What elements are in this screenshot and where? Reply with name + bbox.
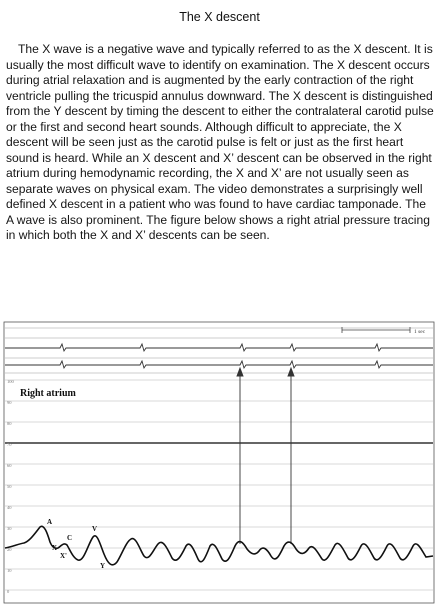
chamber-label: Right atrium	[20, 388, 76, 399]
document-paragraph: The X wave is a negative wave and typically referred to as the X descent. It is usually the most difficult wave to identify on examination. The X descent occurs during atrial relaxation and is augmented by the early contraction of the right ventricle pulling the tricuspid annulus downward. The X descent is distinguished from the Y descent by timing the descent to either the contralateral carotid pulse or the first and second heart sounds. Although difficult to appreciate, the X descent will be seen just as the carotid pulse is felt or just as the first heart sound is heard. While an X descent and X’ descent can be observed in the right atrium during hemodynamic recording, the X and X’ are not usually seen as separate waves on physical exam. The video demonstrates a surprisingly well defined X descent in a patient who was found to have cardiac tamponade. The A wave is also prominent. The figure below shows a right atrial pressure tracing in which both the X and X’ descents can be seen.	[6, 42, 434, 242]
wave-label-x: X	[52, 544, 58, 552]
scale-label-70: 70	[7, 442, 12, 447]
pressure-tracing-svg	[0, 318, 439, 607]
wave-label-a: A	[47, 518, 53, 526]
scale-label-90: 90	[7, 400, 12, 405]
figure-frame	[4, 322, 434, 603]
wave-label-y: Y	[100, 562, 106, 570]
scale-label-30: 30	[7, 526, 12, 531]
scale-label-40: 40	[7, 505, 12, 510]
wave-label-v: V	[92, 525, 98, 533]
pressure-tracing-figure	[0, 318, 439, 607]
wave-label-c: C	[67, 534, 73, 542]
wave-label-x-prime: X'	[60, 552, 67, 560]
scale-label-60: 60	[7, 463, 12, 468]
document-title: The X descent	[179, 10, 260, 24]
scale-label-0: 0	[7, 589, 10, 594]
scale-label-100: 100	[7, 379, 14, 384]
time-marker-label: 1 sec	[414, 329, 426, 335]
scale-label-50: 50	[7, 484, 12, 489]
scale-label-10: 10	[7, 568, 12, 573]
scale-label-80: 80	[7, 421, 12, 426]
scale-label-20: 20	[7, 547, 12, 552]
